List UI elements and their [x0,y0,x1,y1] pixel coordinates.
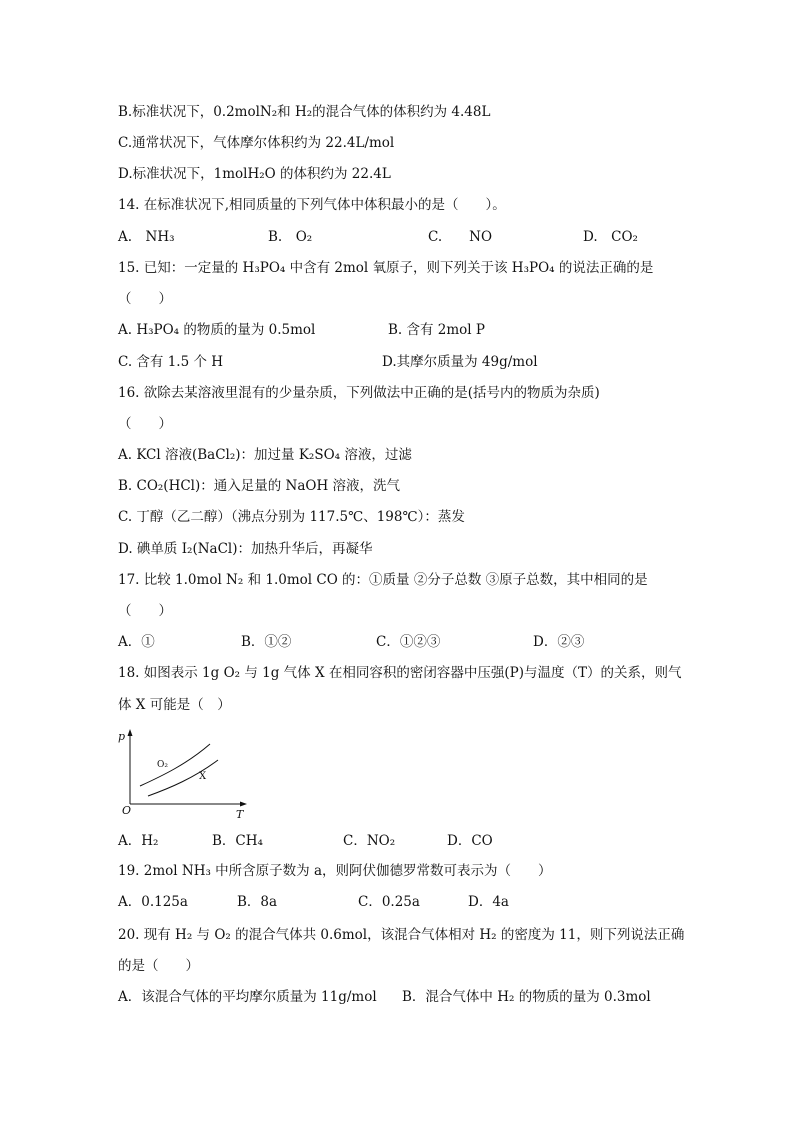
q20-stem-line2: 的是（ ） [118,958,199,974]
q17-option-d: D．②③ [533,634,585,650]
q15-option-b: B. 含有 2mol P [388,322,486,338]
o2-curve-label: O₂ [157,760,168,770]
q19-stem: 19. 2mol NH₃ 中所含原子数为 a，则阿伏伽德罗常数可表示为（ ） [118,863,552,879]
q14-option-a: A. NH₃ [118,229,175,245]
q13-option-c: C.通常状况下，气体摩尔体积约为 22.4L/mol [118,135,395,151]
q18-stem-line2: 体 X 可能是（ ） [118,697,231,713]
q15-option-a: A. H₃PO₄ 的物质的量为 0.5mol [118,322,316,338]
q19-option-a: A．0.125a [118,894,188,910]
q16-stem-line1: 16. 欲除去某溶液里混有的少量杂质，下列做法中正确的是(括号内的物质为杂质) [118,385,600,401]
graph-axes [130,734,242,804]
q17-option-a: A．① [118,634,155,650]
q18-stem-line1: 18. 如图表示 1g O₂ 与 1g 气体 X 在相同容积的密闭容器中压强(P)与温度（T）的关系，则气 [118,665,682,681]
x-axis-arrow-icon [240,802,247,807]
q14-option-c: C. NO [428,229,493,245]
q17-stem-line2: （ ） [118,603,172,619]
q17-option-c: C．①②③ [376,634,441,650]
q20-option-a: A．该混合气体的平均摩尔质量为 11g/mol [118,989,377,1005]
q16-option-b: B. CO₂(HCl)：通入足量的 NaOH 溶液，洗气 [118,478,401,494]
x-axis-label: T [236,808,244,821]
q18-option-b: B．CH₄ [212,833,263,849]
y-axis-label: p [118,730,126,743]
q16-option-a: A. KCl 溶液(BaCl₂)：加过量 K₂SO₄ 溶液，过滤 [118,447,412,463]
q20-option-b: B．混合气体中 H₂ 的物质的量为 0.3mol [402,989,651,1005]
q14-option-d: D. CO₂ [583,229,638,245]
q15-option-d: D.其摩尔质量为 49g/mol [382,354,538,370]
q17-option-b: B．①② [241,634,292,650]
q17-stem-line1: 17. 比较 1.0mol N₂ 和 1.0mol CO 的：①质量 ②分子总数 ③原子总数，其中相同的是 [118,572,648,588]
x-curve-label: X [199,771,207,782]
q16-option-c: C. 丁醇（乙二醇）（沸点分别为 117.5℃、198℃）：蒸发 [118,509,465,525]
q19-option-c: C．0.25a [358,894,420,910]
q15-stem-line1: 15. 已知：一定量的 H₃PO₄ 中含有 2mol 氧原子，则下列关于该 H₃PO₄ 的说法正确的是 [118,260,654,276]
y-axis-arrow-icon [128,729,133,736]
q16-stem-line2: （ ） [118,416,172,432]
q18-option-c: C．NO₂ [343,833,396,849]
q13-option-b: B.标准状况下，0.2molN₂和 H₂的混合气体的体积约为 4.48L [118,104,491,120]
q15-stem-line2: （ ） [118,291,172,307]
origin-label: O [122,804,132,817]
q19-option-b: B．8a [237,894,278,910]
pressure-temperature-graph [112,726,252,822]
q18-option-a: A．H₂ [118,833,159,849]
q13-option-d: D.标准状况下，1molH₂O 的体积约为 22.4L [118,166,391,182]
q15-option-c: C. 含有 1.5 个 H [118,354,224,370]
q14-stem: 14. 在标准状况下,相同质量的下列气体中体积最小的是（ ）。 [118,197,506,213]
q20-stem-line1: 20. 现有 H₂ 与 O₂ 的混合气体共 0.6mol，该混合气体相对 H₂ 的密度为 11，则下列说法正确 [118,927,685,943]
q19-option-d: D．4a [468,894,509,910]
q14-option-b: B. O₂ [268,229,313,245]
q16-option-d: D. 碘单质 I₂(NaCl)：加热升华后，再凝华 [118,541,373,557]
q18-option-d: D．CO [447,833,493,849]
